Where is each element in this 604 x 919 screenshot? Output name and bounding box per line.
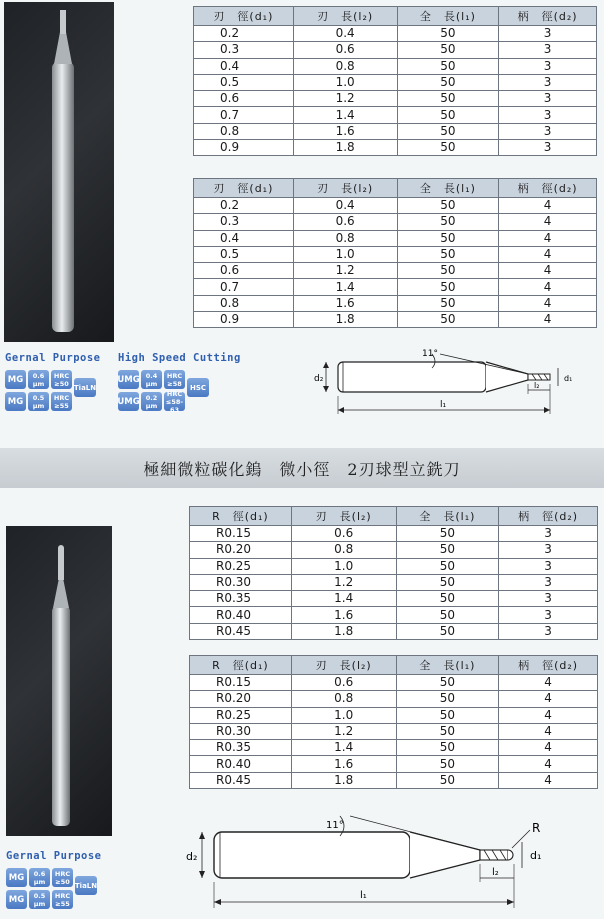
cell: R0.35: [190, 740, 292, 756]
d2-label: d₂: [186, 850, 198, 863]
cell: R0.15: [190, 526, 292, 542]
grain-size-badge: 0.5 μm: [29, 890, 50, 909]
cell: 0.4: [293, 198, 397, 214]
grain-size-badge: 0.4 μm: [141, 370, 162, 389]
table-row: [190, 607, 598, 623]
cell: 1.0: [291, 558, 396, 574]
cell: 1.6: [293, 295, 397, 311]
general-purpose-title: Gernal Purpose: [5, 352, 101, 364]
cell: 0.4: [194, 58, 294, 74]
ball-spec-table-shank-4: [189, 655, 598, 789]
l1-label: l₁: [360, 890, 367, 901]
col-header-overall-length: 全 長(l₁): [396, 656, 499, 675]
cell: 50: [397, 91, 499, 107]
cell: 4: [499, 214, 597, 230]
table-row: [190, 772, 598, 788]
table-row: [194, 198, 597, 214]
cell: 3: [499, 91, 597, 107]
cell: 0.3: [194, 42, 294, 58]
l2-label: l₂: [534, 381, 540, 390]
table-row: [194, 279, 597, 295]
cell: 50: [397, 295, 499, 311]
coating-badge: TiaLN: [74, 378, 96, 397]
col-header-shank-diameter: 柄 徑(d₂): [499, 507, 598, 526]
cell: 1.6: [291, 607, 396, 623]
col-header-blade-length: 刃 長(l₂): [293, 7, 397, 26]
table-row: [190, 740, 598, 756]
cell: 4: [499, 740, 598, 756]
cell: R0.30: [190, 723, 292, 739]
cell: 3: [499, 574, 598, 590]
table-row: [190, 591, 598, 607]
hardness-badge: HRC ≥55: [51, 392, 72, 411]
ball-endmill-illustration: [6, 526, 112, 836]
col-header-shank-diameter: 柄 徑(d₂): [499, 7, 597, 26]
table-row: [190, 574, 598, 590]
cell: R0.25: [190, 558, 292, 574]
cell: 0.4: [194, 230, 294, 246]
table-row: [194, 214, 597, 230]
cell: 50: [396, 772, 499, 788]
cell: 0.4: [293, 26, 397, 42]
cell: 0.8: [293, 230, 397, 246]
col-header-r-diameter: R 徑(d₁): [190, 656, 292, 675]
cell: 4: [499, 756, 598, 772]
cell: 0.8: [194, 123, 294, 139]
table-body: [194, 198, 597, 328]
cell: 4: [499, 772, 598, 788]
cell: 50: [396, 756, 499, 772]
cell: 0.7: [194, 279, 294, 295]
cell: R0.25: [190, 707, 292, 723]
table-body: [190, 526, 598, 640]
spec-table-shank-3: [193, 6, 597, 156]
cell: 50: [396, 591, 499, 607]
table-row: [194, 91, 597, 107]
hardness-badge: HRC ≥58: [164, 370, 185, 389]
cell: 50: [396, 675, 499, 691]
cell: 50: [397, 279, 499, 295]
cell: 50: [397, 26, 499, 42]
d2-label: d₂: [314, 374, 324, 384]
table-row: [194, 230, 597, 246]
l2-label: l₂: [492, 867, 499, 878]
cell: 50: [396, 542, 499, 558]
col-header-overall-length: 全 長(l₁): [397, 179, 499, 198]
table-row: [194, 246, 597, 262]
cell: 4: [499, 295, 597, 311]
cell: 4: [499, 723, 598, 739]
table-row: [190, 675, 598, 691]
mg-badge: MG: [5, 392, 26, 411]
cell: 50: [397, 107, 499, 123]
cell: 3: [499, 140, 597, 156]
table-row: [194, 26, 597, 42]
cell: 0.6: [194, 91, 294, 107]
mg-badge: MG: [6, 868, 27, 887]
table-row: [194, 295, 597, 311]
cell: R0.35: [190, 591, 292, 607]
cell: 3: [499, 623, 598, 639]
col-header-blade-diameter: 刃 徑(d₁): [194, 179, 294, 198]
cell: 0.6: [293, 214, 397, 230]
mg-badge: MG: [6, 890, 27, 909]
table-row: [190, 526, 598, 542]
grain-size-badge: 0.5 μm: [28, 392, 49, 411]
grain-size-badge: 0.6 μm: [29, 868, 50, 887]
cell: 1.4: [293, 107, 397, 123]
hardness-badge: HRC ≥50: [51, 370, 72, 389]
cell: 3: [499, 591, 598, 607]
cell: 50: [397, 312, 499, 328]
general-purpose-badges-bottom: [6, 850, 102, 909]
cell: 50: [396, 707, 499, 723]
high-speed-title: High Speed Cutting: [118, 352, 241, 364]
table-row: [194, 263, 597, 279]
ball-spec-table-shank-3: [189, 506, 598, 640]
umg-badge: UMG: [118, 392, 139, 411]
cell: 1.0: [293, 74, 397, 90]
col-header-shank-diameter: 柄 徑(d₂): [499, 656, 598, 675]
angle-label: 11°: [326, 820, 344, 831]
col-header-overall-length: 全 長(l₁): [396, 507, 499, 526]
cell: R0.40: [190, 756, 292, 772]
cell: 50: [396, 558, 499, 574]
cell: R0.40: [190, 607, 292, 623]
cell: 0.8: [291, 691, 396, 707]
cell: 4: [499, 707, 598, 723]
general-purpose-title: Gernal Purpose: [6, 850, 102, 862]
cell: 0.6: [291, 675, 396, 691]
cell: 0.8: [293, 58, 397, 74]
cell: 3: [499, 74, 597, 90]
cell: 3: [499, 58, 597, 74]
cell: 3: [499, 558, 598, 574]
table-row: [190, 756, 598, 772]
cell: 50: [397, 230, 499, 246]
table-row: [190, 623, 598, 639]
table-row: [194, 312, 597, 328]
cell: 3: [499, 542, 598, 558]
cell: 4: [499, 230, 597, 246]
table-row: [194, 107, 597, 123]
cell: 50: [396, 740, 499, 756]
cell: 3: [499, 107, 597, 123]
grain-size-badge: 0.6 μm: [28, 370, 49, 389]
cell: 4: [499, 263, 597, 279]
col-header-blade-length: 刃 長(l₂): [291, 507, 396, 526]
hsc-badge: HSC: [187, 378, 209, 397]
cell: 50: [396, 623, 499, 639]
cell: R0.20: [190, 542, 292, 558]
angle-label: 11°: [422, 349, 438, 359]
table-row: [194, 74, 597, 90]
table-row: [190, 558, 598, 574]
flat-endmill-illustration: [4, 2, 114, 342]
col-header-blade-length: 刃 長(l₂): [293, 179, 397, 198]
cell: 50: [396, 723, 499, 739]
cell: 3: [499, 526, 598, 542]
table-row: [190, 542, 598, 558]
shank-outline: [338, 362, 486, 392]
cell: 4: [499, 691, 598, 707]
cell: 1.6: [293, 123, 397, 139]
cell: 50: [397, 246, 499, 262]
cell: 1.2: [293, 91, 397, 107]
cell: 50: [396, 574, 499, 590]
ball-endmill-dimension-diagram: [180, 808, 560, 916]
umg-badge: UMG: [118, 370, 139, 389]
cell: 4: [499, 279, 597, 295]
product-photo-flat-endmill: [4, 2, 114, 342]
cell: 1.0: [293, 246, 397, 262]
cell: 50: [397, 42, 499, 58]
table-body: [194, 26, 597, 156]
col-header-shank-diameter: 柄 徑(d₂): [499, 179, 597, 198]
cell: 0.6: [291, 526, 396, 542]
cell: 4: [499, 198, 597, 214]
spec-table-shank-4: [193, 178, 597, 328]
cell: 50: [397, 74, 499, 90]
col-header-blade-length: 刃 長(l₂): [291, 656, 396, 675]
col-header-overall-length: 全 長(l₁): [397, 7, 499, 26]
table-row: [190, 691, 598, 707]
cell: 50: [397, 214, 499, 230]
coating-badge: TiaLN: [75, 876, 97, 895]
cell: 4: [499, 312, 597, 328]
cell: 3: [499, 42, 597, 58]
mg-badge: MG: [5, 370, 26, 389]
d1-label: d₁: [530, 849, 542, 862]
cell: 0.6: [194, 263, 294, 279]
cell: 50: [396, 607, 499, 623]
d1-label: d₁: [564, 374, 573, 383]
cell: 1.8: [293, 312, 397, 328]
cell: 4: [499, 246, 597, 262]
cell: 1.2: [293, 263, 397, 279]
table-row: [194, 123, 597, 139]
l1-label: l₁: [440, 400, 447, 410]
cell: 50: [396, 691, 499, 707]
table-row: [190, 707, 598, 723]
col-header-r-diameter: R 徑(d₁): [190, 507, 292, 526]
cell: 0.8: [291, 542, 396, 558]
cell: 0.2: [194, 26, 294, 42]
cell: R0.30: [190, 574, 292, 590]
flat-endmill-dimension-diagram: [310, 340, 580, 422]
cell: 3: [499, 123, 597, 139]
shank-outline: [214, 832, 410, 878]
high-speed-badges: [117, 352, 241, 414]
cell: 1.2: [291, 574, 396, 590]
cell: 0.5: [194, 246, 294, 262]
cell: R0.45: [190, 772, 292, 788]
cell: 3: [499, 607, 598, 623]
cell: 1.4: [291, 740, 396, 756]
cell: 1.4: [291, 591, 396, 607]
cell: 0.6: [293, 42, 397, 58]
cell: 0.7: [194, 107, 294, 123]
cell: 1.0: [291, 707, 396, 723]
cell: R0.45: [190, 623, 292, 639]
cell: 1.2: [291, 723, 396, 739]
section-title: 極細微粒碳化鎢 微小徑 2刃球型立銑刀: [0, 448, 604, 488]
cell: 0.3: [194, 214, 294, 230]
cell: 50: [397, 263, 499, 279]
cell: 50: [397, 198, 499, 214]
hardness-badge: HRC ≥55: [52, 890, 73, 909]
table-row: [194, 140, 597, 156]
col-header-blade-diameter: 刃 徑(d₁): [194, 7, 294, 26]
table-row: [194, 42, 597, 58]
general-purpose-badges: [5, 352, 101, 411]
cell: 3: [499, 26, 597, 42]
table-body: [190, 675, 598, 789]
grain-size-badge: 0.2 μm: [141, 392, 162, 411]
cell: 0.8: [194, 295, 294, 311]
cell: R0.15: [190, 675, 292, 691]
cell: 4: [499, 675, 598, 691]
cell: 0.9: [194, 312, 294, 328]
cell: 1.8: [291, 623, 396, 639]
cell: 0.2: [194, 198, 294, 214]
hardness-badge: HRC ≥50: [52, 868, 73, 887]
table-row: [194, 58, 597, 74]
table-row: [190, 723, 598, 739]
cell: 50: [397, 123, 499, 139]
cell: 1.8: [291, 772, 396, 788]
cell: 50: [396, 526, 499, 542]
cell: 0.5: [194, 74, 294, 90]
cell: 1.4: [293, 279, 397, 295]
hardness-badge: HRC ≤58-63: [165, 389, 184, 414]
cell: 0.9: [194, 140, 294, 156]
product-photo-ball-endmill: [6, 526, 112, 836]
cell: 50: [397, 140, 499, 156]
cell: 1.6: [291, 756, 396, 772]
cell: 50: [397, 58, 499, 74]
r-label: R: [532, 821, 541, 835]
cell: R0.20: [190, 691, 292, 707]
cell: 1.8: [293, 140, 397, 156]
